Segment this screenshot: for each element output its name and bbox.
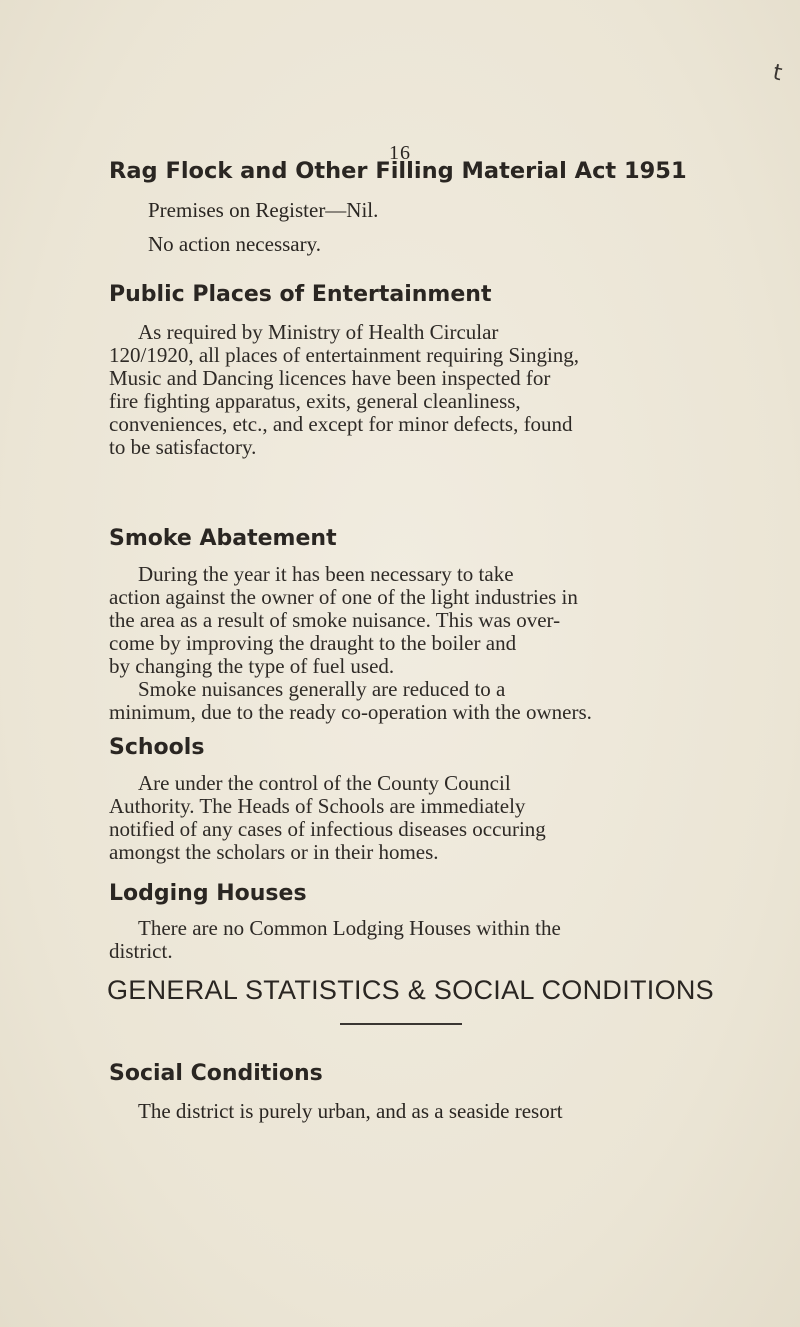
- public-places-line-4: fire fighting apparatus, exits, general cleanliness,: [109, 389, 521, 413]
- smoke-line-3: the area as a result of smoke nuisance. This was over-: [109, 608, 561, 632]
- public-places-line-2: 120/1920, all places of entertainment requiring Singing,: [109, 343, 580, 367]
- public-places-line-3: Music and Dancing licences have been inspected for: [109, 366, 551, 390]
- schools-line-1: Are under the control of the County Council: [138, 771, 511, 795]
- lodging-paragraph: [109, 917, 799, 963]
- lodging-line-1: There are no Common Lodging Houses within the: [138, 916, 561, 940]
- smoke-line-6: Smoke nuisances generally are reduced to a: [138, 677, 506, 701]
- heading-social-conditions: Social Conditions: [109, 1061, 323, 1086]
- smoke-line-7: minimum, due to the ready co-operation with the owners.: [109, 700, 592, 724]
- schools-line-2: Authority. The Heads of Schools are immediately: [109, 794, 526, 818]
- smoke-line-1: During the year it has been necessary to take: [138, 562, 514, 586]
- schools-line-3: notified of any cases of infectious diseases occuring: [109, 817, 546, 841]
- smoke-line-4: come by improving the draught to the boiler and: [109, 631, 517, 655]
- schools-line-4: amongst the scholars or in their homes.: [109, 840, 439, 864]
- heading-rag-flock: Rag Flock and Other Filling Material Act 1951: [109, 158, 687, 184]
- page-number: 16: [389, 142, 411, 164]
- rag-flock-line-1: Premises on Register—Nil.: [148, 198, 379, 222]
- heading-smoke-abatement: Smoke Abatement: [109, 526, 337, 551]
- social-conditions-line-1: The district is purely urban, and as a seaside resort: [138, 1099, 563, 1123]
- public-places-line-6: to be satisfactory.: [109, 435, 257, 459]
- smoke-line-5: by changing the type of fuel used.: [109, 654, 395, 678]
- heading-public-places: Public Places of Entertainment: [109, 282, 492, 307]
- heading-general-statistics: GENERAL STATISTICS & SOCIAL CONDITIONS: [107, 975, 714, 1005]
- public-places-line-1: As required by Ministry of Health Circular: [138, 320, 499, 344]
- lodging-line-2: district.: [109, 939, 173, 963]
- corner-mark: t: [770, 60, 785, 87]
- smoke-abatement-paragraph: [109, 563, 799, 724]
- public-places-line-5: conveniences, etc., and except for minor defects, found: [109, 412, 573, 436]
- schools-paragraph: [109, 772, 799, 864]
- heading-schools: Schools: [109, 735, 205, 760]
- rag-flock-line-2: No action necessary.: [148, 232, 321, 256]
- divider-rule: [340, 1023, 462, 1025]
- heading-lodging-houses: Lodging Houses: [109, 881, 307, 906]
- smoke-line-2: action against the owner of one of the light industries in: [109, 585, 578, 609]
- public-places-paragraph: [109, 321, 799, 459]
